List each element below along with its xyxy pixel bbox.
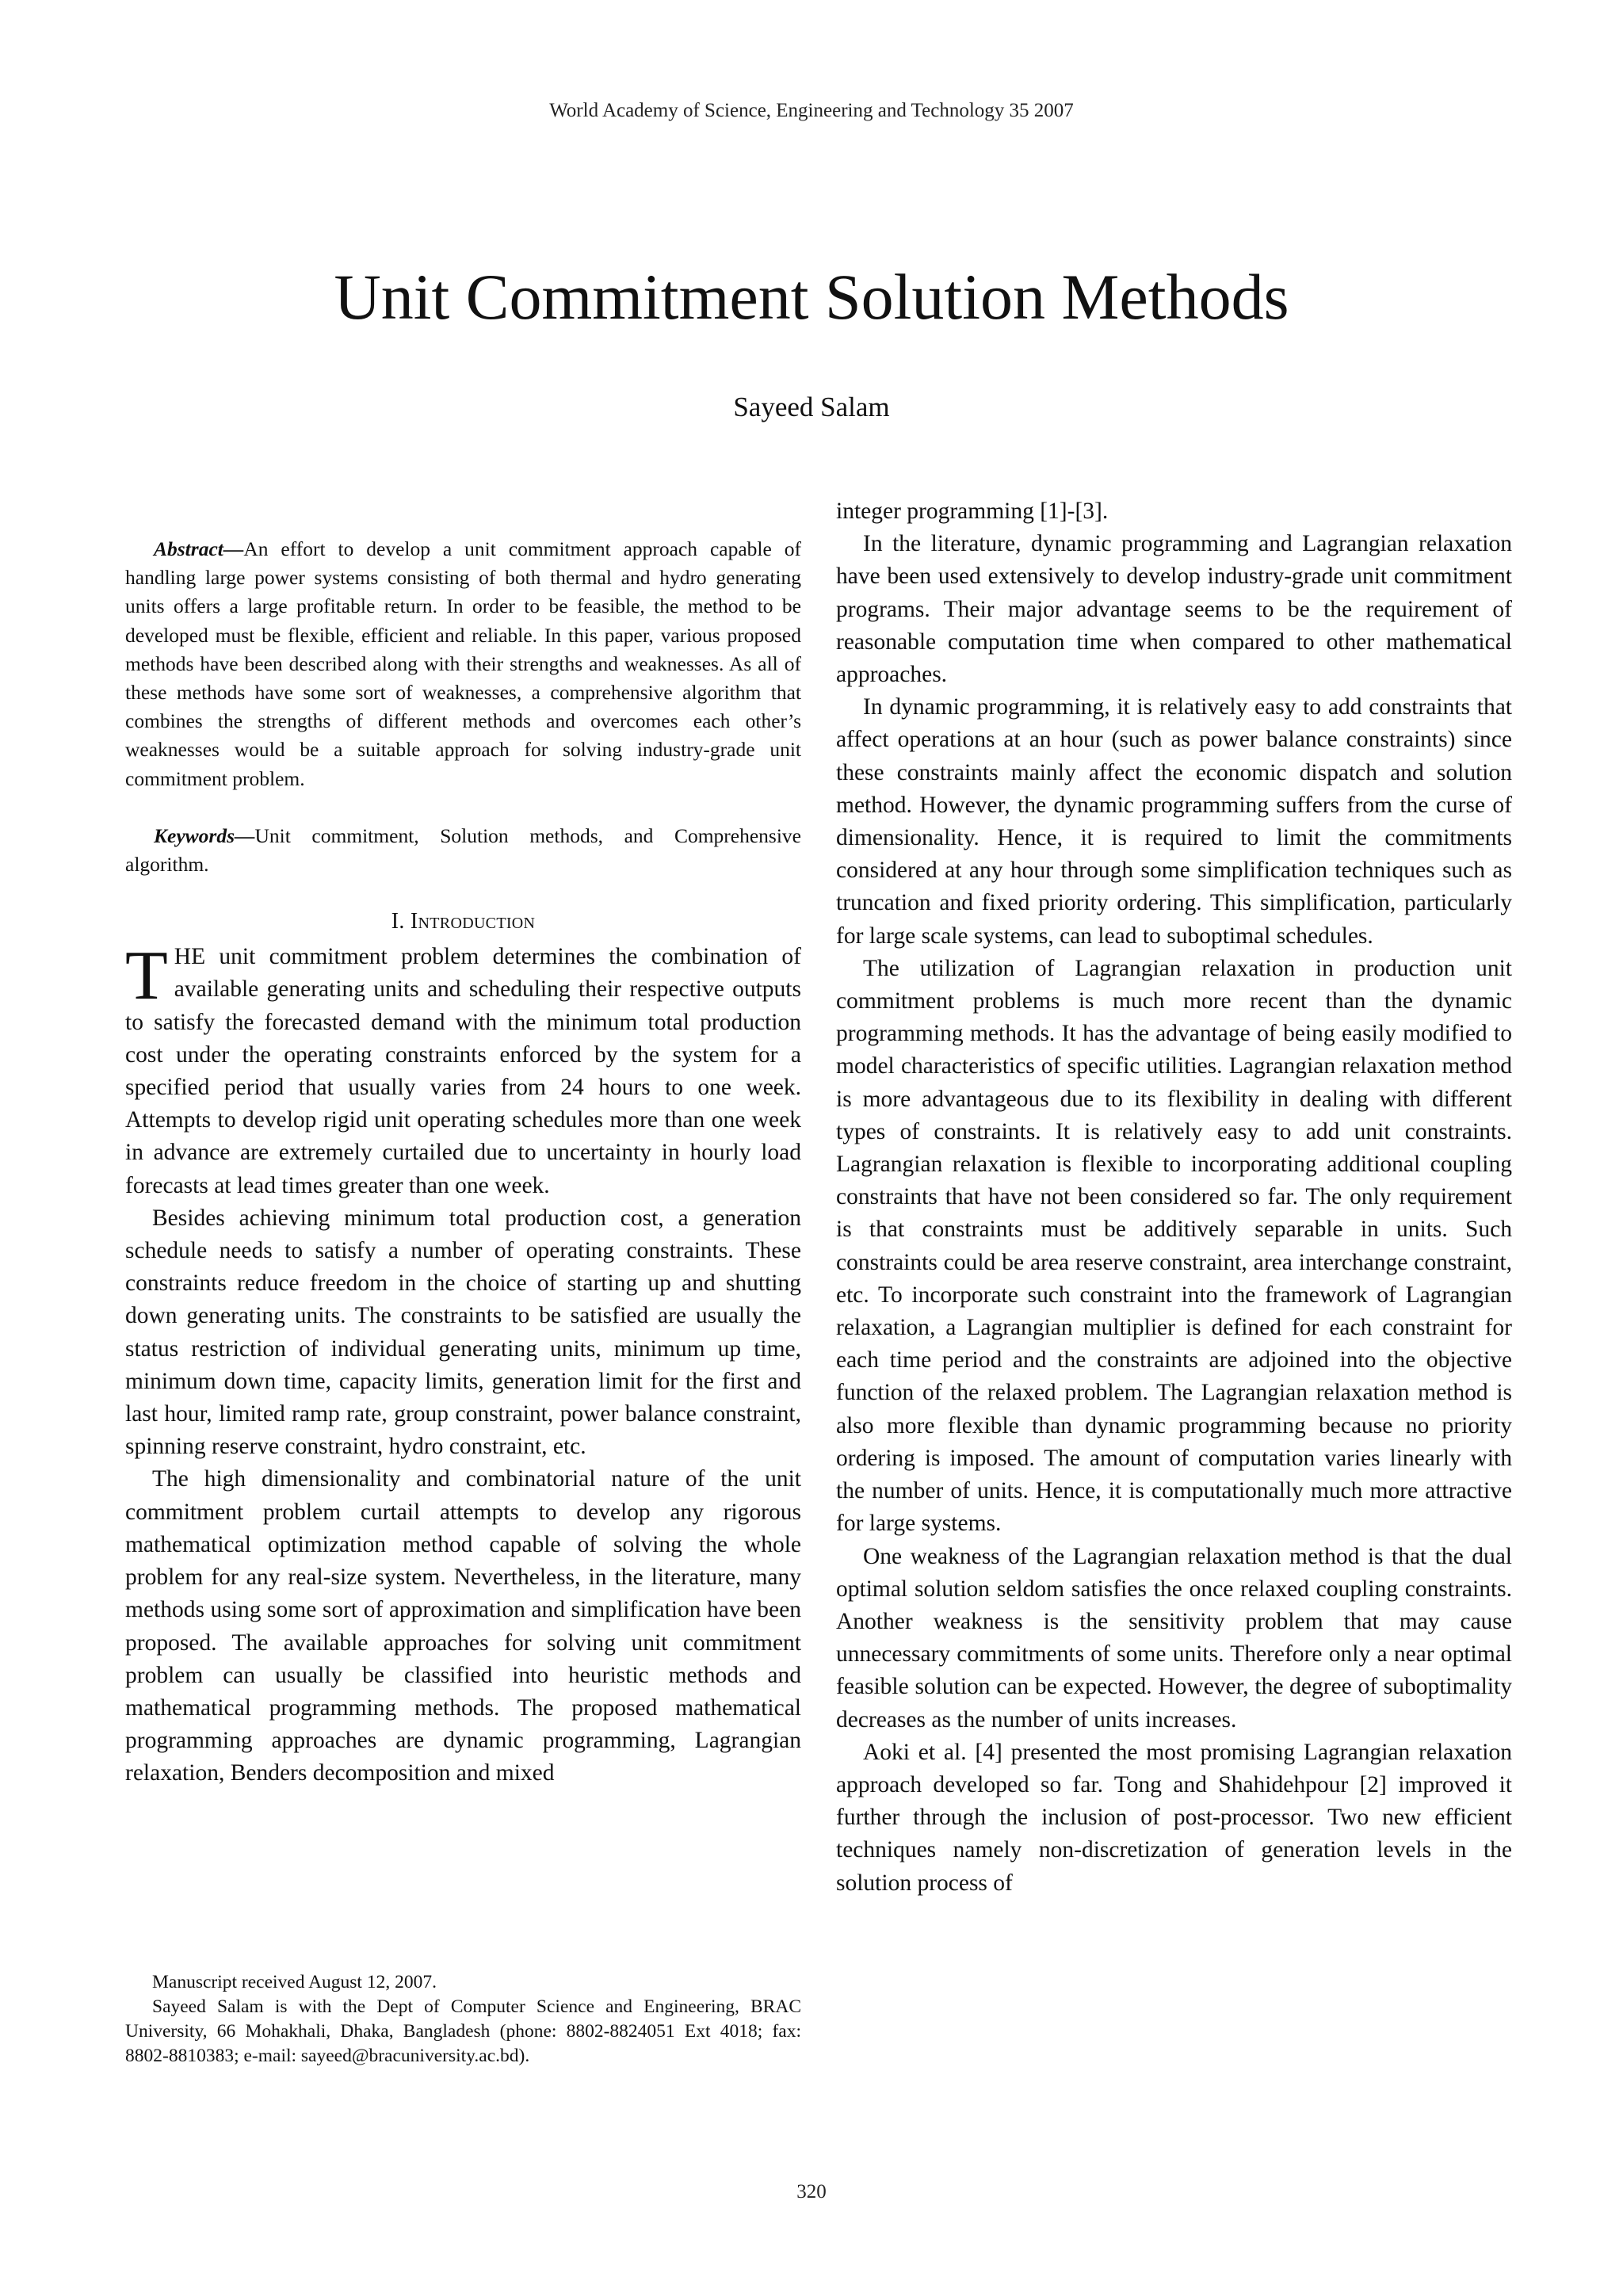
- page-number: 320: [796, 2181, 827, 2202]
- right-paragraph-2: In dynamic programming, it is relatively easy to add constraints that affect operations at an hour (such as power balance constraints) since these constraints mainly affect the economic dispatch and solution method. However, the dynamic programming suffers from the curse of dimensionality. Hence, it is required to limit the commitments considered at any hour through some simplification techniques such as truncation and fixed priority ordering. This simplification, particularly for large scale systems, can lead to suboptimal schedules.: [836, 694, 1512, 949]
- footnotes: [125, 1970, 801, 2069]
- right-paragraph-4: One weakness of the Lagrangian relaxation method is that the dual optimal solution seldom satisfies the once relaxed coupling constraints. Another weakness is the sensitivity problem that may cause unnecessary commitments of some units. Therefore only a near optimal feasible solution can be expected. However, the degree of suboptimality decreases as the number of units increases.: [836, 1543, 1512, 1733]
- right-column: [836, 495, 1512, 1900]
- abstract-text: An effort to develop a unit commitment approach capable of handling large power systems consisting of both thermal and hydro generating units offers a large profitable return. In order to be feasible, the method to be developed must be flexible, efficient and reliable. In this paper, various proposed methods have been described along with their strengths and weaknesses. As all of these methods have some sort of weaknesses, a comprehensive algorithm that combines the strengths of different methods and overcomes each other’s weaknesses would be a suitable approach for solving industry-grade unit commitment problem.: [125, 537, 801, 790]
- intro-paragraph-3: The high dimensionality and combinatorial nature of the unit commitment problem curtail attempts to develop any rigorous mathematical optimization method capable of solving the whole problem for any real-size system. Nevertheless, in the literature, many methods using some sort of approximation and simplification have been proposed. The available approaches for solving unit commitment problem can usually be classified into heuristic methods and mathematical programming methods. The proposed mathematical programming approaches are dynamic programming, Lagrangian relaxation, Benders decomposition and mixed: [125, 1466, 801, 1786]
- paper-title: Unit Commitment Solution Methods: [334, 261, 1289, 333]
- footnote-received: Manuscript received August 12, 2007.: [152, 1972, 437, 1992]
- keywords-label: Keywords—: [154, 823, 255, 847]
- right-paragraph-5: Aoki et al. [4] presented the most promising Lagrangian relaxation approach developed so far. Tong and Shahidehpour [2] improved it further through the inclusion of post-processor. Two new efficient techniques namely non-discretization of generation levels in the solution process of: [836, 1739, 1512, 1896]
- intro-paragraph-1: [125, 938, 801, 1202]
- right-paragraph-0: integer programming [1]-[3].: [836, 499, 1109, 524]
- right-paragraph-1: In the literature, dynamic programming and Lagrangian relaxation have been used extensively to develop industry-grade unit commitment programs. Their major advantage seems to be the requirement of reasonable computation time when compared to other mathematical approaches.: [836, 531, 1512, 688]
- dropcap-letter: T: [125, 938, 168, 1015]
- intro-paragraph-1-text: HE unit commitment problem determines the combination of available generating units and scheduling their respective outputs to satisfy the forecasted demand with the minimum total production cost under the operating constraints enforced by the system for a specified period that usually varies from 24 hours to one week. Attempts to develop rigid unit operating schedules more than one week in advance are extremely curtailed due to uncertainty in hourly load forecasts at lead times greater than one week.: [125, 944, 801, 1198]
- left-column: [125, 495, 801, 1790]
- running-head: World Academy of Science, Engineering and Technology 35 2007: [549, 100, 1074, 121]
- keywords-text: Unit commitment, Solution methods, and Comprehensive algorithm.: [125, 823, 801, 877]
- keywords: [125, 822, 801, 879]
- author-name: Sayeed Salam: [733, 392, 890, 422]
- footnote-affiliation: Sayeed Salam is with the Dept of Computer Science and Engineering, BRAC University, 66 Mohakhali, Dhaka, Bangladesh (phone: 8802-8824051 Ext 4018; fax: 8802-8810383; e-mail: sayeed@bracuniversity.ac.bd).: [125, 1996, 801, 2066]
- abstract-label: Abstract—: [154, 537, 244, 560]
- right-paragraph-3: The utilization of Lagrangian relaxation in production unit commitment problems is much more recent than the dynamic programming methods. It has the advantage of being easily modified to model characteristics of specific utilities. Lagrangian relaxation method is more advantageous due to its flexibility in dealing with different types of constraints. It is relatively easy to add unit constraints. Lagrangian relaxation is flexible to incorporating additional coupling constraints that have not been considered so far. The only requirement is that constraints must be additively separable in units. Such constraints could be area reserve constraint, area interchange constraint, etc. To incorporate such constraint into the framework of Lagrangian relaxation, a Lagrangian multiplier is defined for each constraint for each time period and the constraints are adjoined into the objective function of the relaxed problem. The Lagrangian relaxation method is also more flexible than dynamic programming because no priority ordering is imposed. The amount of computation varies linearly with the number of units. Hence, it is computationally much more attractive for large systems.: [836, 955, 1512, 1537]
- intro-paragraph-2: Besides achieving minimum total production cost, a generation schedule needs to satisfy a number of operating constraints. These constraints reduce freedom in the choice of starting up and shutting down generating units. The constraints to be satisfied are usually the status restriction of individual generating units, minimum up time, minimum down time, capacity limits, generation limit for the first and last hour, limited ramp rate, group constraint, power balance constraint, spinning reserve constraint, hydro constraint, etc.: [125, 1205, 801, 1460]
- abstract: [125, 535, 801, 793]
- section-heading-introduction: I. Introduction: [391, 909, 536, 934]
